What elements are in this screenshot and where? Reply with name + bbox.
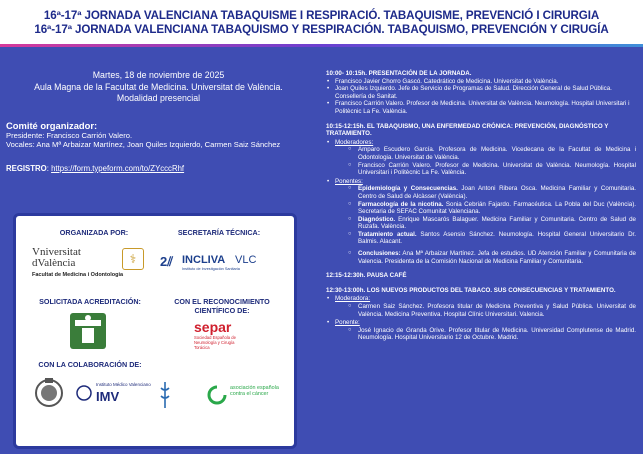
incliva-name: INCLIVA [182,254,226,266]
event-mode: Modalidad presencial [116,93,201,103]
program-heading: 10:00- 10:15h. PRESENTACIÓN DE LA JORNADA. [326,70,472,77]
accreditation-icon [68,311,108,351]
registro-link[interactable]: https://form.typeform.com/to/ZYcccRhf [51,163,185,173]
aecc-icon [206,384,228,406]
committee-vocales: Vocales: Ana Mª Arbaizar Martínez, Joan Quiles Izquierdo, Carmen Saiz Sánchez [6,140,281,150]
list-item [326,231,636,246]
list-item: ○ Francisco Carrión Valero. Profesor de Medicina. Universitat de València. Neumología. Hospital Universitari i Politècnic La Fe. València. [326,162,636,177]
imv-name: IMV [96,389,120,404]
title-line-valenciano: 16ª-17ª JORNADA VALENCIANA TABAQUISME I RESPIRACIÓ. TABAQUISME, PREVENCIÓ I CIRURGIA [43,9,600,22]
ponente-topic: Farmacología de la nicotina. [358,200,444,208]
program-block-3 [326,272,636,280]
college-logo [158,380,172,415]
ponente-topic: Conclusiones: [358,250,401,258]
uv-logo-text: Vniversitat [32,246,81,258]
moderadores-label: • Moderadores: [326,139,636,147]
incliva-vlc: VLC [235,254,257,266]
program-heading: 12:15-12:30h. PAUSA CAFÉ [326,272,407,280]
imv-logo [76,382,156,412]
registro-line: REGISTRO: https://form.typeform.com/to/ZYcccRhf [6,163,185,173]
list-item [326,185,636,200]
ponente-text: Ana Mª Arbaizar Martínez. Jefa de estudios. UD Atención Familiar y Comunitaria de Valencia. Presidenta de la Comisión Nacional de Medicina Familiar y Comunitaria. [358,250,636,265]
separ-sub: Sociedad Española de Neumología y Cirugía Torácica [194,335,236,350]
organizada-heading: ORGANIZADA POR: [59,228,129,237]
moderadora-label: • Moderadora: [326,295,636,303]
list-item: • Joan Quiles Izquierdo. Jefe de Servicio de Programas de Salud. Dirección General de Salud Pública. Consellería de Sanitat. [326,85,636,100]
ponente-text: Santos Asensio Sánchez. Neumología. Hospital General Universitario Dr. Balmis. Alacant. [358,230,636,246]
incliva-logo [160,254,280,274]
accreditation-logo [68,311,108,351]
committee-title: Comité organizador: [6,119,98,131]
event-venue: Aula Magna de la Facultat de Medicina. Universitat de València. [34,81,283,92]
list-item [326,327,636,342]
colaboracion-heading: CON LA COLABORACIÓN DE: [38,360,142,369]
ponente-text: Sonia Cebrián Fajardo. Farmacéutica. La Pobla del Duc (València). Secretaria de SEFAC Comunitat Valenciana. [358,200,636,216]
aecc-name: asociación española contra el cáncer [230,385,279,398]
uv-logo-text2: dValència [32,257,76,269]
sponsors-panel [13,213,297,449]
imv-sub: Instituto Médico Valenciano [96,382,151,387]
aecc-logo [206,384,286,410]
college-icon [158,380,172,410]
separ-logo [194,319,254,359]
seal-icon [34,376,64,412]
program-block-2 [326,123,636,266]
separ-name: separ [194,319,232,335]
title-banner [0,0,643,44]
ponente-text: Joan Antoni Ribera Osca. Medicina Familiar y Comunitaria. Centro de Salud de Alcàsser (València). [358,185,636,200]
program-block-1 [326,70,636,116]
ponentes-label: • Ponentes: [326,178,636,186]
list-item: • Francisco Javier Chorro Gascó. Catedrático de Medicina. Universitat de València. [326,78,636,86]
list-item [326,216,636,231]
list-item: ○ Amparo Escudero García. Profesora de Medicina. Vicedecana de la Facultat de Medicina i Odontologia. Universitat de València. [326,146,636,161]
list-item: • Francisco Carrión Valero. Profesor de Medicina. Universitat de València. Neumología. Hospital Universitari i Politècnic La Fe. València. [326,100,636,115]
ponente-text: Enrique Mascarós Balaguer. Medicina Familiar y Comunitaria. Centro de Salud de Ruzafa. València. [358,215,636,231]
incliva-sub: Instituto de Investigación Sanitaria [182,267,240,271]
ponente-label: • Ponente: [326,319,636,327]
uv-logo-sub: Facultat de Medicina i Odontologia [32,272,124,278]
uv-logo [30,246,150,284]
program-heading: 10:15-12:15h. EL TABAQUISMO, UNA ENFERMEDAD CRÓNICA: PREVENCIÓN, DIAGNÓSTICO Y TRATAMIENTO. [326,122,609,138]
program-column [326,70,636,349]
event-info-column [6,70,311,173]
list-item [326,201,636,216]
ponente-text: José Ignacio de Granda Orive. Profesor titular de Medicina. Universidad Complutense de Madrid. Neumología. Hospital Universitario 12 de Octubre. Madrid. [358,326,636,342]
reconocimiento-heading: CON EL RECONOCIMIENTO CIENTÍFICO DE: [174,297,270,315]
event-details [6,70,311,105]
list-item [326,250,636,265]
title-line-castellano: 16ª-17ª JORNADA VALENCIANA TABAQUISMO Y RESPIRACIÓN. TABAQUISMO, PREVENCIÓN Y CIRUGÍA [34,23,609,36]
incliva-mark-icon: 2⫽ [160,254,174,269]
ponente-topic: Epidemiología y Consecuencias. [358,185,458,193]
list-item: ○ Carmen Saiz Sánchez. Profesora titular de Medicina Preventiva y Salud Pública. Universitat de València. Medicina Preventiva. Hospital Clínic Universitari. Valencia. [326,303,636,318]
event-date: Martes, 18 de noviembre de 2025 [92,70,225,80]
uv-emblem-icon: ⚕ [122,248,144,270]
imv-icon [76,382,92,404]
committee-president: Presidente: Francisco Carrión Valero. [6,130,133,140]
ponente-topic: Diagnóstico. [358,215,396,223]
ponente-topic: Tratamiento actual. [358,230,417,238]
solicitada-heading: SOLICITADA ACREDITACIÓN: [39,297,141,306]
program-heading: 12:30-13:00h. LOS NUEVOS PRODUCTOS DEL TABACO. SUS CONSECUENCIAS Y TRATAMIENTO. [326,286,616,294]
title-underline [0,44,643,47]
seal-logo [34,376,64,417]
registro-label: REGISTRO [6,163,47,173]
program-block-4 [326,287,636,342]
secretaria-heading: SECRETARÍA TÉCNICA: [177,228,261,237]
